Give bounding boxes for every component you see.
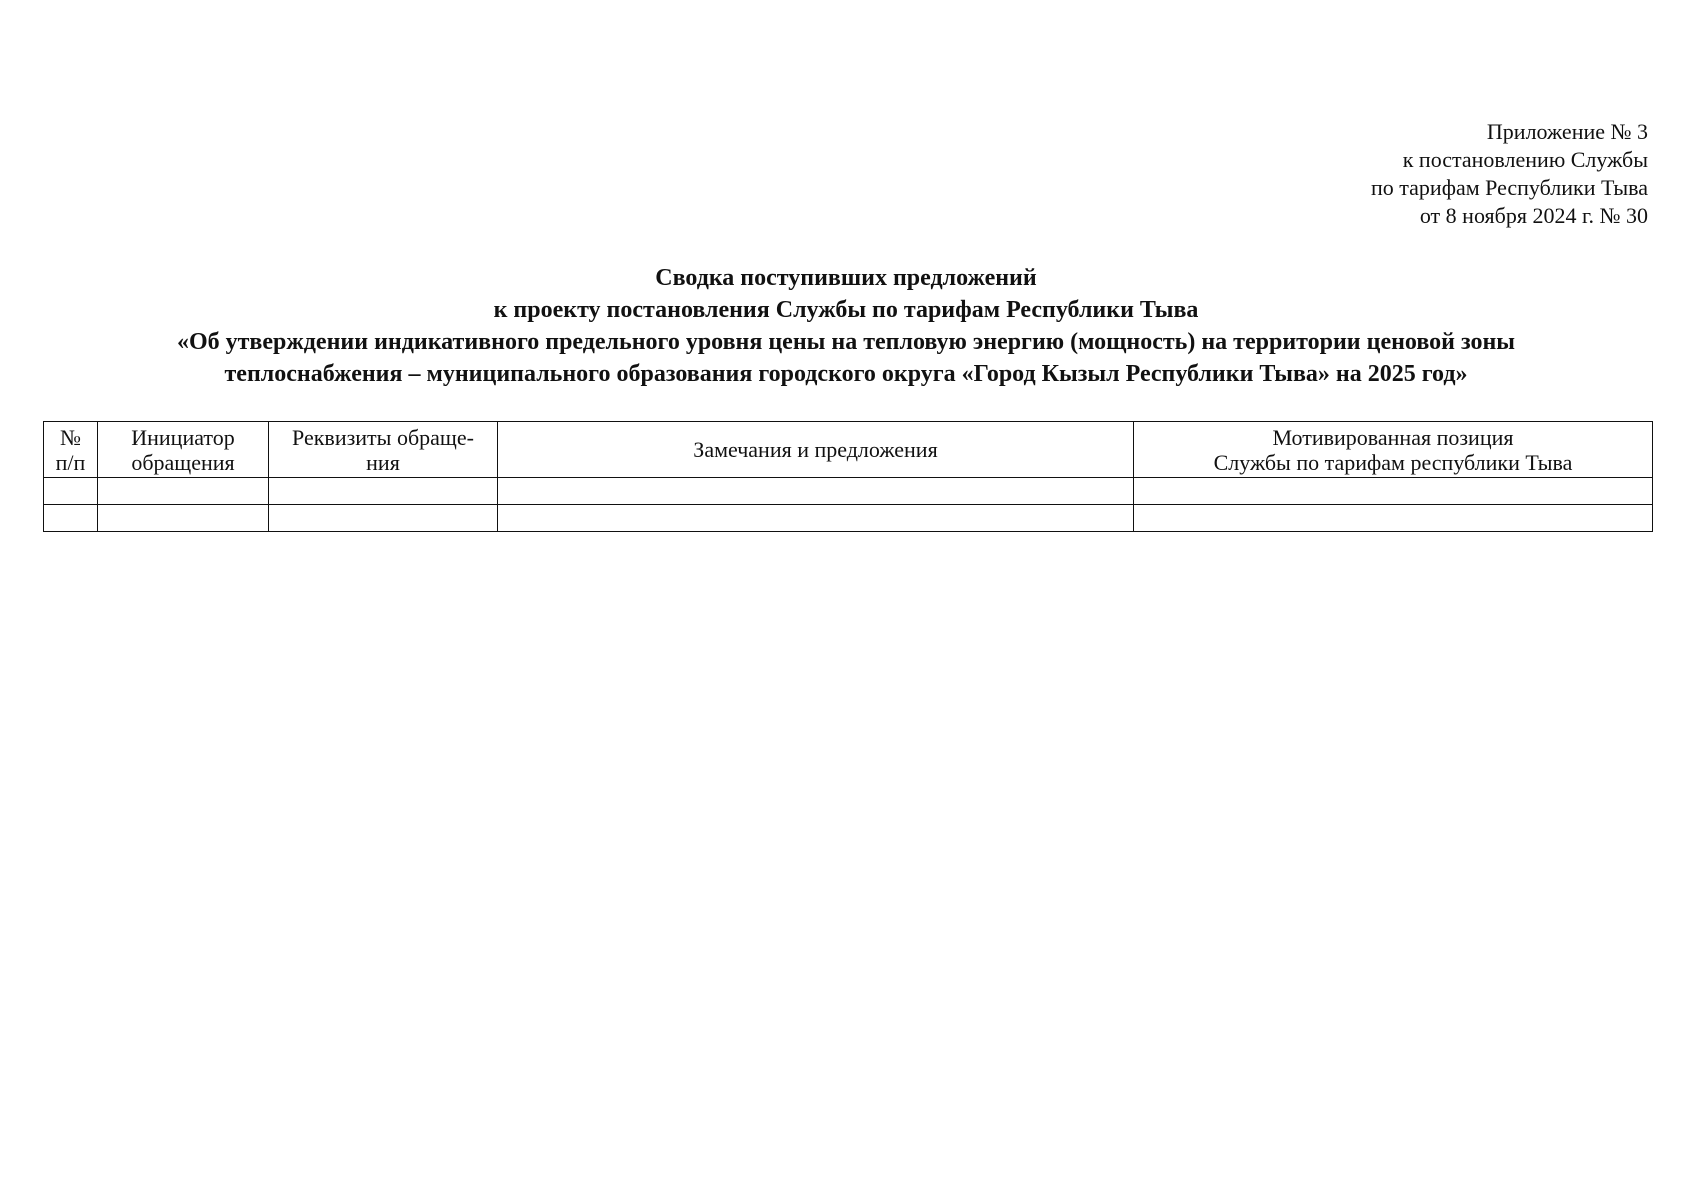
table-cell: [98, 478, 269, 505]
table-header-row: [44, 422, 1653, 478]
table-cell: [1134, 505, 1653, 532]
appendix-number: Приложение № 3: [1486, 119, 1648, 144]
header-initiator: [98, 422, 269, 478]
table-cell: [44, 505, 98, 532]
table-cell: [44, 478, 98, 505]
table-cell: [498, 478, 1134, 505]
title-line-2: к проекту постановления Службы по тарифам Республики Тыва: [493, 297, 1199, 323]
header-number-line-1: №: [60, 424, 81, 450]
header-initiator-line-2: обращения: [131, 449, 235, 475]
header-initiator-line-1: Инициатор: [131, 424, 235, 450]
header-requisites-line-2: ния: [366, 449, 400, 475]
table-cell: [269, 505, 498, 532]
table-row: [44, 505, 1653, 532]
table-cell: [269, 478, 498, 505]
appendix-reference: [1371, 118, 1648, 230]
title-line-3: «Об утверждении индикативного предельного уровня цены на тепловую энергию (мощность) на территории ценовой зоны: [176, 329, 1516, 355]
table-cell: [98, 505, 269, 532]
appendix-date: от 8 ноября 2024 г. № 30: [1419, 203, 1648, 228]
header-position-line-2: Службы по тарифам республики Тыва: [1213, 449, 1573, 475]
table-cell: [1134, 478, 1653, 505]
table-cell: [498, 505, 1134, 532]
title-line-4: теплоснабжения – муниципального образования городского округа «Город Кызыл Республики Тыва» на 2025 год»: [224, 361, 1468, 387]
header-position-line-1: Мотивированная позиция: [1272, 424, 1514, 450]
appendix-resolution: к постановлению Службы: [1402, 147, 1648, 172]
title-line-1: Сводка поступивших предложений: [655, 265, 1037, 291]
header-number: [44, 422, 98, 478]
proposals-table: [43, 421, 1653, 532]
appendix-service: по тарифам Республики Тыва: [1371, 175, 1648, 200]
header-remarks: [498, 422, 1134, 478]
header-requisites-line-1: Реквизиты обраще-: [292, 424, 474, 450]
header-requisites: [269, 422, 498, 478]
header-remarks-line-1: Замечания и предложения: [693, 437, 938, 462]
header-position: [1134, 422, 1653, 478]
table-row: [44, 478, 1653, 505]
document-title: [40, 262, 1652, 390]
header-number-line-2: п/п: [55, 449, 86, 475]
